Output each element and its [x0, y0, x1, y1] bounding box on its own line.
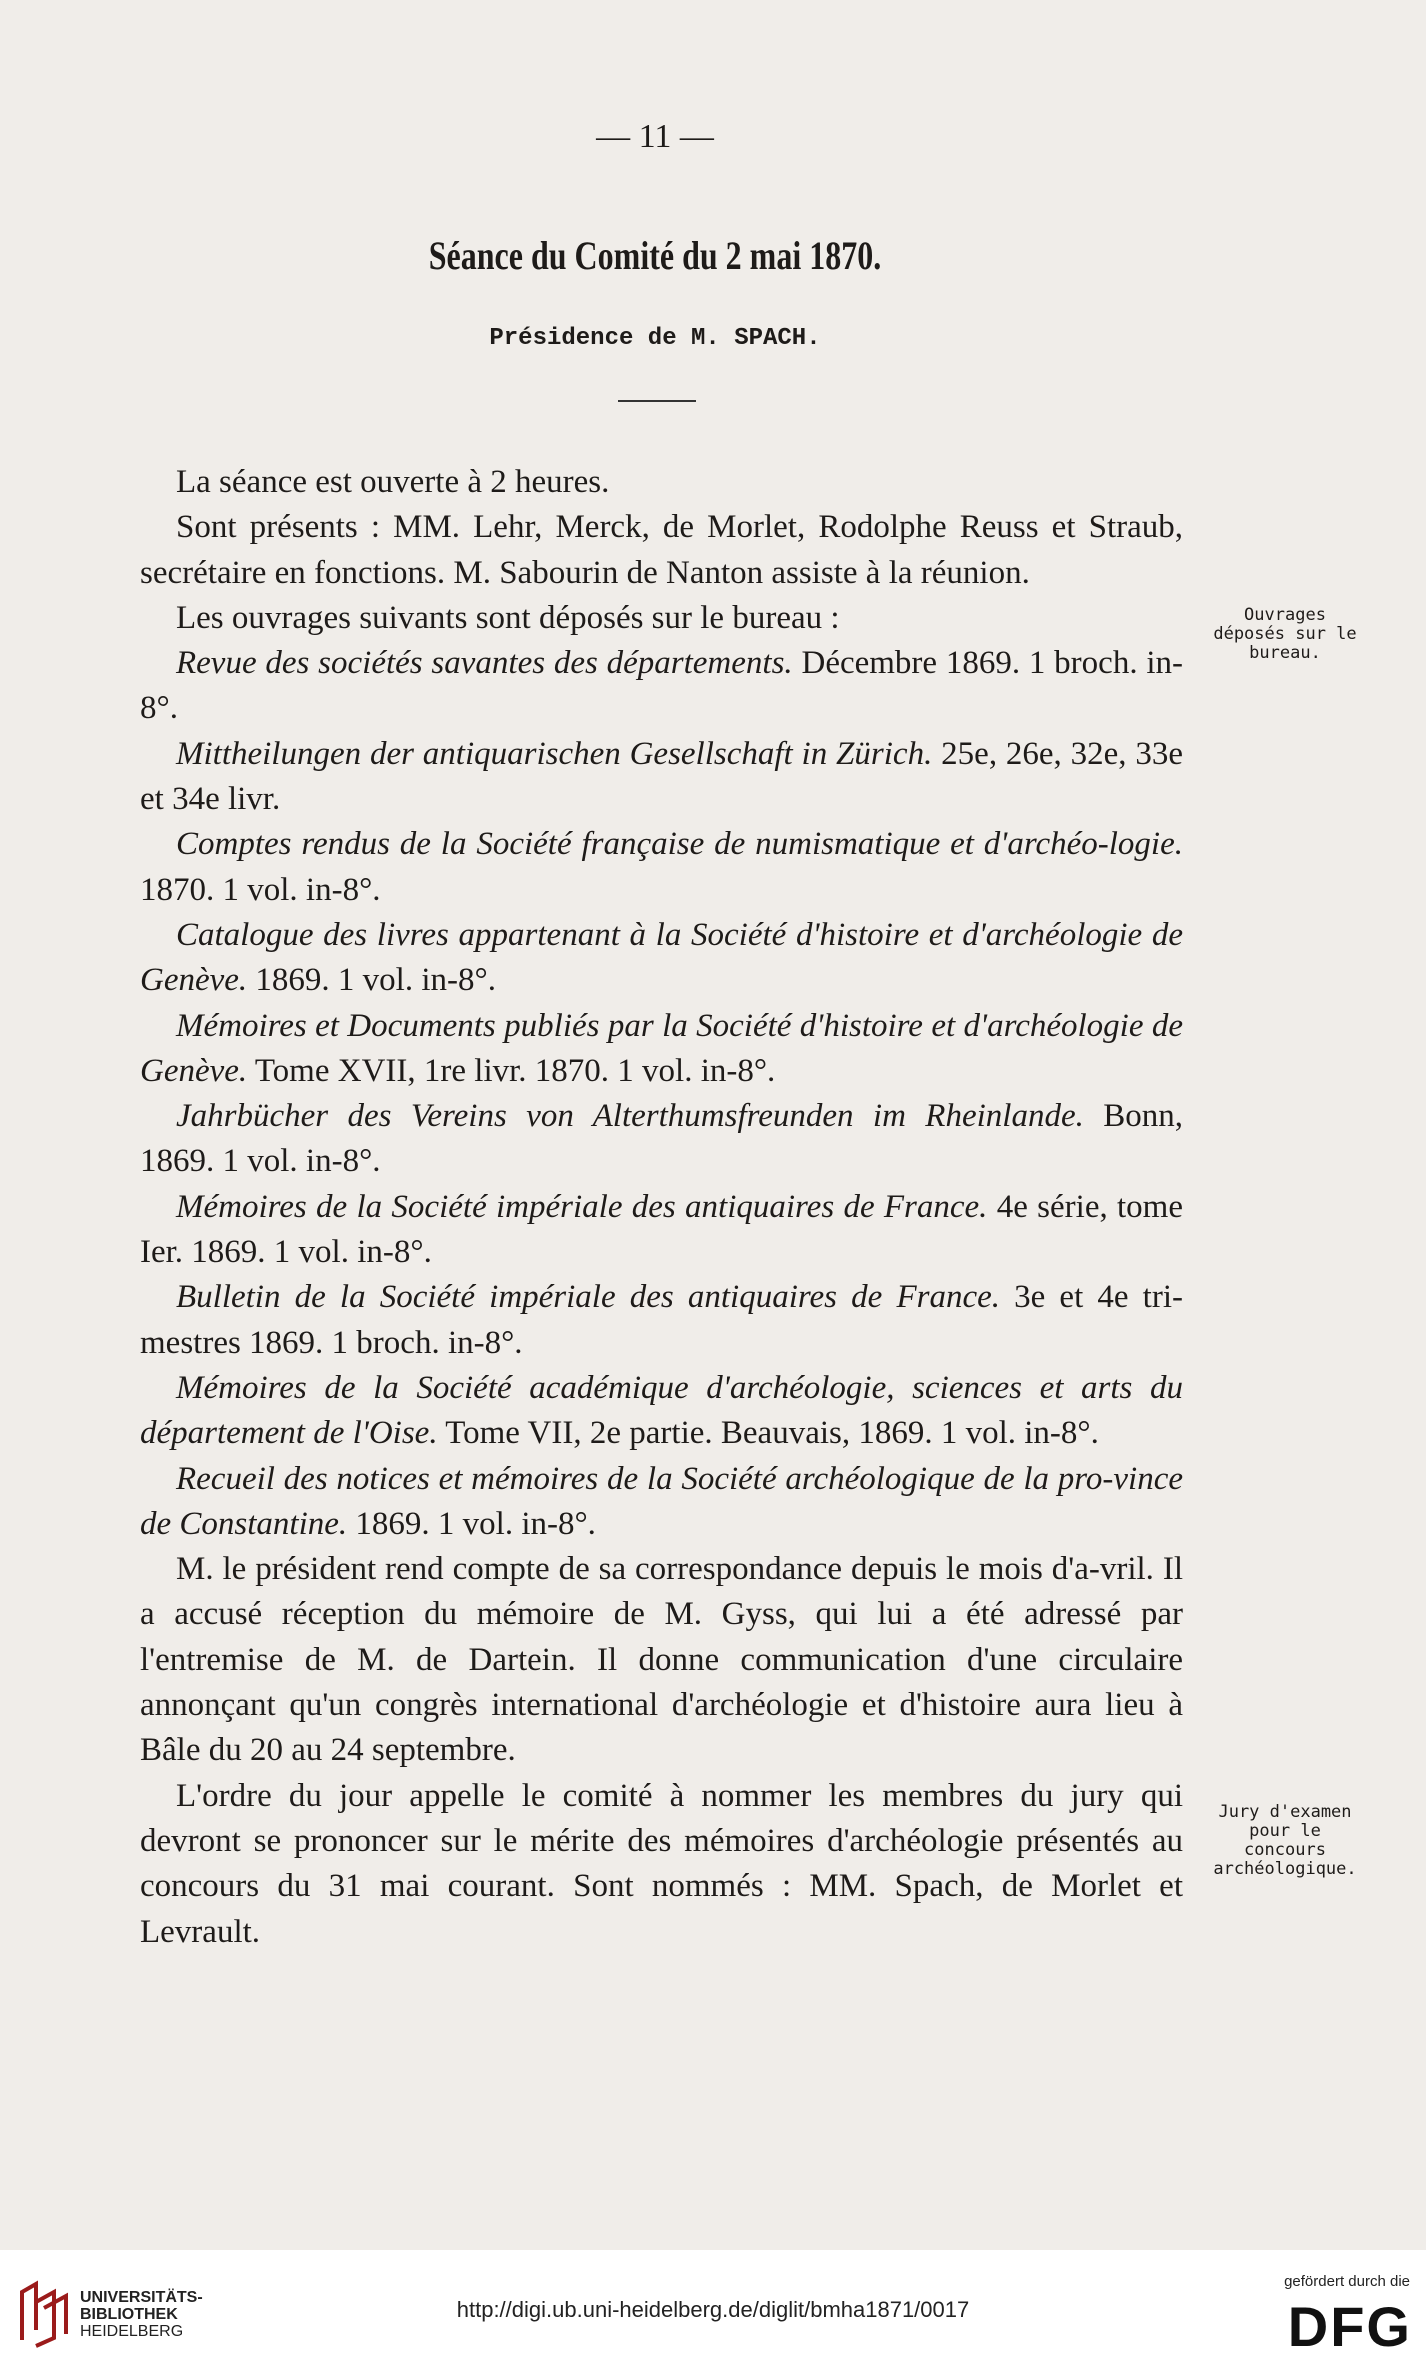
work-entry — [140, 1004, 1183, 1095]
work-title: Mémoires de la Société académique d'archéologie, sciences et arts du département de l'Oise. — [140, 1369, 1183, 1452]
work-entry — [140, 641, 1183, 732]
source-url-link[interactable]: http://digi.ub.uni-heidelberg.de/diglit/bmha1871/0017 — [456, 2297, 970, 2322]
work-title: Revue des sociétés savantes des départements. — [176, 645, 793, 682]
paragraph: La séance est ouverte à 2 heures. — [176, 464, 610, 500]
work-title: Bulletin de la Société impériale des antiquaires de France. — [176, 1279, 1000, 1316]
paragraph: M. le président rend compte de sa correspondance depuis le mois d'a-vril. Il a accusé réception du mémoire de M. Gyss, qui lui a été adressé par l'entremise de M. de Dartein. Il donne communication d'une circulaire annonçant qu'un congrès international d'archéologie et d'histoire aura lieu à Bâle du 20 au 24 septembre. — [140, 1551, 1183, 1769]
work-details: Tome VII, 2e partie. Beauvais, 1869. 1 vol. in-8°. — [445, 1415, 1099, 1452]
work-entry — [140, 1275, 1183, 1366]
work-title: Recueil des notices et mémoires de la Société archéologique de la pro-vince de Constantine. — [140, 1460, 1183, 1542]
funding-note: gefördert durch die — [1284, 2273, 1410, 2290]
body-text — [140, 460, 1183, 1955]
work-details: Tome XVII, 1re livr. 1870. 1 vol. in-8°. — [254, 1052, 776, 1089]
work-title: Mémoires et Documents publiés par la Société d'histoire et d'archéologie de Genève. — [140, 1007, 1183, 1089]
work-details: 1869. 1 vol. in-8°. — [255, 962, 496, 999]
work-details: Bonn, 1869. 1 vol. in-8°. — [140, 1098, 1183, 1180]
university-library-name: UNIVERSITÄTS- BIBLIOTHEK HEIDELBERG — [80, 2289, 203, 2340]
dfg-logo[interactable]: DFG — [1287, 2295, 1412, 2358]
work-details: 25e, 26e, 32e, 33e et 34e livr. — [140, 735, 1184, 818]
work-entry — [140, 1457, 1183, 1548]
work-entry — [140, 1185, 1183, 1276]
work-title: Comptes rendus de la Société française de numismatique et d'archéo-logie. — [176, 826, 1183, 863]
session-title: Séance du Comité du 2 mai 1870. — [428, 233, 882, 278]
title-divider — [618, 400, 696, 402]
work-details: 1869. 1 vol. in-8°. — [355, 1505, 596, 1542]
work-entry — [140, 822, 1183, 913]
work-entry — [140, 1094, 1183, 1185]
work-details: 3e et 4e tri-mestres 1869. 1 broch. in-8°. — [140, 1279, 1183, 1361]
paragraph: Les ouvrages suivants sont déposés sur le bureau : — [176, 599, 840, 636]
page-number: — 11 — — [596, 118, 714, 155]
work-title: Mittheilungen der antiquarischen Gesellschaft in Zürich. — [176, 735, 933, 772]
margin-note-jury: Jury d'examen pour le concours archéologique. — [1213, 1802, 1357, 1879]
work-entry — [140, 1366, 1183, 1457]
paragraph: L'ordre du jour appelle le comité à nommer les membres du jury qui devront se prononcer sur le mérite des mémoires d'archéologie présentés au concours du 31 mai courant. Sont nommés : MM. Spach, de Morlet et Levrault. — [140, 1777, 1183, 1950]
work-details: Décembre 1869. 1 broch. in-8°. — [140, 645, 1184, 727]
work-details: 4e série, tome Ier. 1869. 1 vol. in-8°. — [140, 1188, 1183, 1271]
work-title: Mémoires de la Société impériale des antiquaires de France. — [176, 1188, 988, 1225]
presidency-line: Présidence de M. SPACH. — [489, 325, 821, 352]
work-details: 1870. 1 vol. in-8°. — [140, 871, 381, 908]
work-title: Catalogue des livres appartenant à la Société d'histoire et d'archéologie de Genève. — [140, 916, 1183, 999]
work-entry — [140, 913, 1183, 1004]
work-title: Jahrbücher des Vereins von Alterthumsfreunden im Rheinlande. — [176, 1098, 1084, 1135]
margin-note-deposited-works: Ouvrages déposés sur le bureau. — [1213, 605, 1357, 663]
work-entry — [140, 732, 1183, 823]
paragraph: Sont présents : MM. Lehr, Merck, de Morlet, Rodolphe Reuss et Straub, secrétaire en fonctions. M. Sabourin de Nanton assiste à la réunion. — [140, 509, 1183, 591]
